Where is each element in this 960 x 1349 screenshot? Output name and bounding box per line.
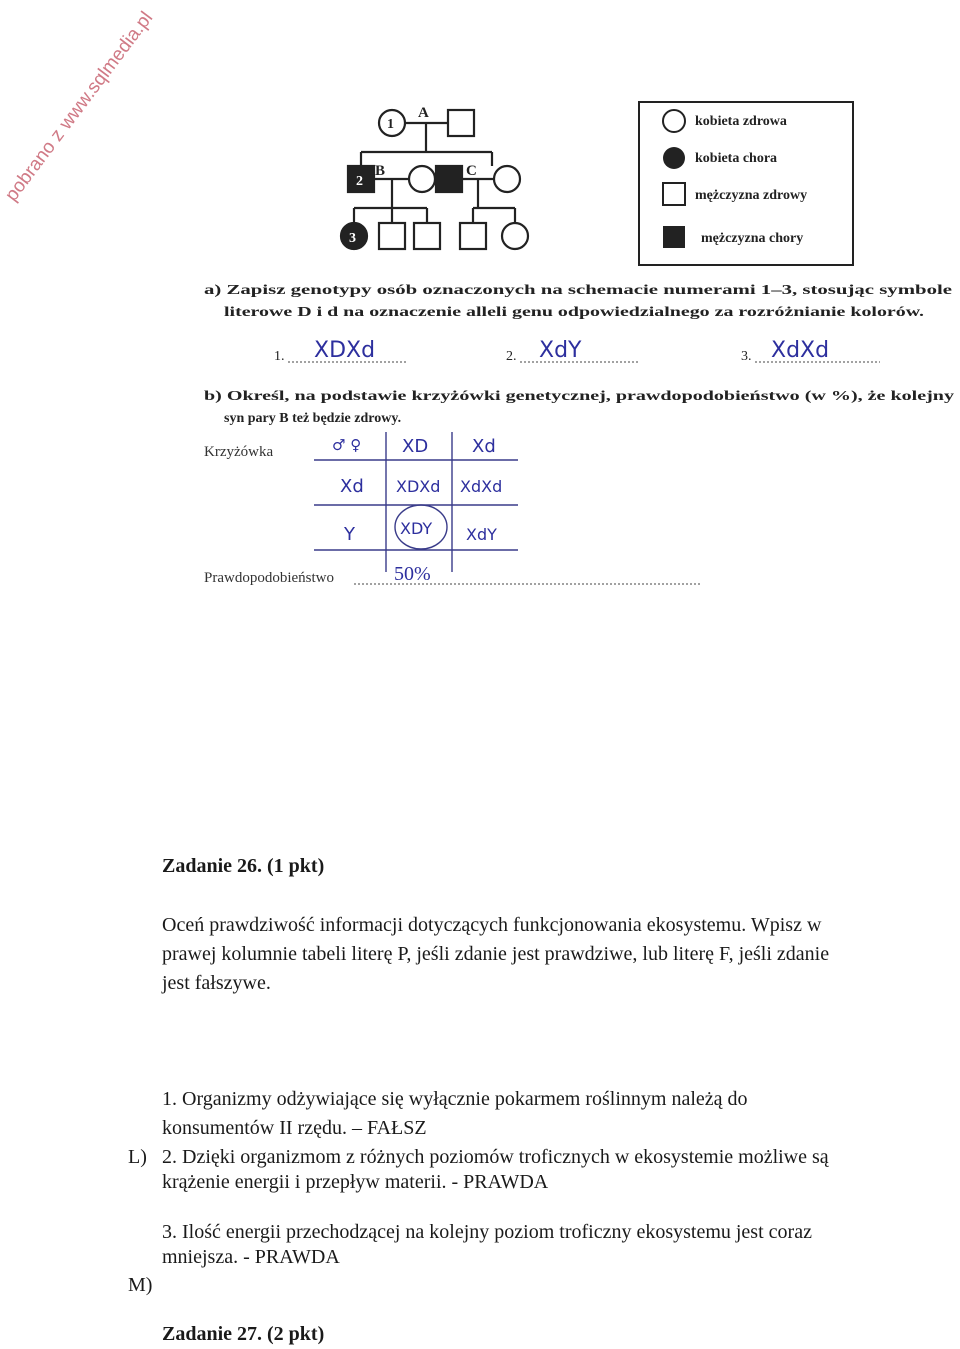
statement-1-line1: 1. Organizmy odżywiające się wyłącznie pokarmem roślinnym należą do [162, 1088, 748, 1110]
legend-female-affected: kobieta chora [695, 151, 778, 166]
cross-cell-21: XDY [400, 519, 433, 538]
list-marker-m: M) [128, 1274, 153, 1296]
task26-instruction-line2: prawej kolumnie tabeli literę P, jeśli zdanie jest prawdziwe, lub literę F, jeśli zdanie [162, 943, 830, 965]
task27-title: Zadanie 27. (2 pkt) [162, 1323, 325, 1345]
legend-male-healthy: mężczyzna zdrowy [695, 188, 808, 203]
pedigree-label-c: C [466, 163, 477, 179]
legend-female-healthy: kobieta zdrowa [695, 114, 787, 129]
list-marker-l: L) [128, 1146, 147, 1168]
pedigree-label-b: B [375, 163, 386, 179]
cross-col2-gamete: Xd [472, 436, 496, 457]
watermark: pobrano z www.sqlmedia.pl [1, 8, 158, 206]
probability-handwritten: 50% [394, 563, 431, 585]
pedigree-number-1: 1 [387, 117, 394, 132]
answer-label-3: 3. [741, 349, 752, 364]
cross-cell-12: XdXd [460, 477, 503, 496]
male-affected-symbol [663, 226, 685, 248]
statement-2-line2: krążenie energii i przepływ materii. - PRAWDA [162, 1171, 549, 1193]
task26-instruction-line3: jest fałszywe. [162, 972, 271, 994]
pedigree-number-2: 2 [356, 174, 363, 189]
question-b-line2: syn pary B też będzie zdrowy. [224, 411, 402, 426]
statement-1-line2: konsumentów II rzędu. – FAŁSZ [162, 1117, 427, 1139]
cross-col1-gamete: XD [402, 436, 429, 457]
task26-title: Zadanie 26. (1 pkt) [162, 855, 325, 877]
cross-corner: ♂ ♀ [332, 436, 362, 454]
task26-instruction-line1: Oceń prawdziwość informacji dotyczących funkcjonowania ekosystemu. Wpisz w [162, 914, 822, 936]
female-affected-symbol [663, 147, 685, 169]
answer-1-handwritten: XDXd [314, 338, 376, 363]
question-b-line1: b) Określ, na podstawie krzyżówki genetycznej, prawdopodobieństwo (w %), że kolejny [204, 389, 954, 404]
cross-row1-gamete: Xd [340, 476, 364, 497]
probability-label: Prawdopodobieństwo [204, 570, 334, 586]
cross-row2-gamete: Y [344, 524, 355, 545]
statement-3-line1: 3. Ilość energii przechodzącej na kolejny poziom troficzny ekosystemu jest coraz [162, 1221, 812, 1243]
cross-cell-22: XdY [466, 525, 497, 544]
answer-label-2: 2. [506, 349, 517, 364]
statement-2-line1: 2. Dzięki organizmom z różnych poziomów troficznych w ekosystemie możliwe są [162, 1146, 829, 1168]
statement-3-line2: mniejsza. - PRAWDA [162, 1246, 340, 1268]
legend-male-affected: mężczyzna chory [701, 231, 804, 246]
answer-3-handwritten: XdXd [771, 338, 830, 363]
answer-label-1: 1. [274, 349, 285, 364]
pedigree-number-3: 3 [349, 231, 356, 246]
pedigree-label-a: A [418, 105, 429, 121]
answer-2-handwritten: XdY [539, 338, 582, 363]
question-a-line1: a) Zapisz genotypy osób oznaczonych na schemacie numerami 1–3, stosując symbole [204, 283, 952, 298]
cross-cell-11: XDXd [396, 477, 441, 496]
question-a-line2: literowe D i d na oznaczenie alleli genu odpowiedzialnego za rozróżnianie kolorów. [224, 305, 924, 320]
scanned-exam-fragment [196, 80, 960, 592]
cross-label: Krzyżówka [204, 444, 274, 460]
